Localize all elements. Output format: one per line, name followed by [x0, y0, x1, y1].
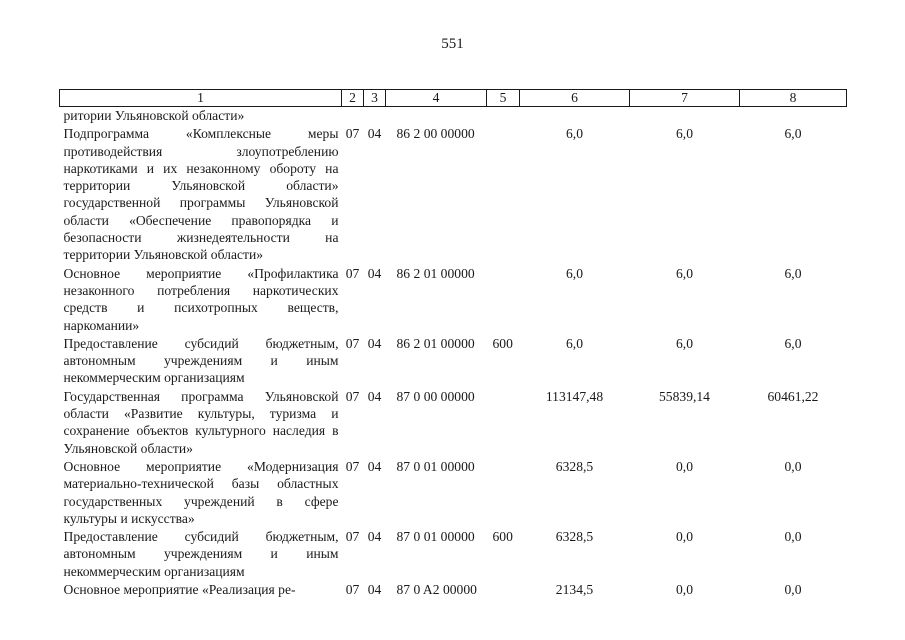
section-code: 07 [345, 582, 360, 598]
row-description: Предоставление субсидий бюджетным, автономным учреждениям и иным некоммерческим организациям [63, 335, 339, 386]
target-article-code: 87 0 01 00000 [396, 458, 475, 474]
subsection-code: 04 [367, 458, 382, 474]
section-code: 07 [345, 335, 360, 351]
expense-type-code [487, 580, 520, 598]
amount-col-6 [520, 107, 630, 125]
col-header-1: 1 [60, 90, 342, 107]
subsection-code: 04 [367, 582, 382, 598]
amount-col-7: 0,0 [676, 529, 693, 545]
subsection-code: 04 [367, 335, 382, 351]
expense-type-code [487, 264, 520, 334]
target-article-code: 87 0 00 00000 [396, 388, 475, 404]
amount-col-7: 55839,14 [659, 388, 710, 404]
target-article-code: 86 2 01 00000 [396, 335, 475, 351]
expense-type-code [487, 387, 520, 457]
table-row [60, 457, 847, 527]
target-article-code: 87 0 A2 00000 [396, 582, 477, 598]
amount-col-8: 0,0 [784, 529, 802, 545]
table-row [60, 264, 847, 334]
subsection-code: 04 [367, 529, 382, 545]
table-row [60, 387, 847, 457]
row-description: Государственная программа Ульяновской области «Развитие культуры, туризма и сохранение объектов культурного наследия в Ульяновской области» [63, 388, 339, 456]
expense-type-code [487, 457, 520, 527]
row-description: Предоставление субсидий бюджетным, автономным учреждениям и иным некоммерческим организациям [63, 529, 339, 579]
col-header-3: 3 [364, 90, 386, 107]
row-description: Основное мероприятие «Модернизация материально-технической базы областных государственных учреждений в сфере культуры и искусства» [63, 458, 339, 526]
col-header-5: 5 [487, 90, 520, 107]
col-header-4: 4 [386, 90, 487, 107]
expense-type-code: 600 [492, 335, 513, 351]
expense-type-code: 600 [492, 529, 513, 545]
target-article-code: 87 0 01 00000 [396, 529, 475, 545]
amount-col-7: 6,0 [676, 335, 693, 351]
section-code: 07 [345, 126, 360, 142]
row-description: Основное мероприятие «Профилактика незаконного потребления наркотических средств и психотропных веществ, наркомании» [63, 265, 339, 333]
section-code: 07 [345, 458, 360, 474]
col-header-2: 2 [342, 90, 364, 107]
header-row [60, 90, 847, 107]
amount-col-6: 6328,5 [555, 458, 594, 474]
col-header-6: 6 [520, 90, 630, 107]
page-number: 551 [441, 36, 464, 52]
amount-col-6: 113147,48 [545, 388, 604, 404]
amount-col-8: 6,0 [784, 265, 802, 281]
col-header-7: 7 [630, 90, 740, 107]
subsection-code: 04 [367, 126, 382, 142]
expense-type-code [487, 107, 520, 125]
table-row [60, 124, 847, 263]
amount-col-8: 60461,22 [767, 388, 819, 404]
expense-type-code [487, 124, 520, 263]
amount-col-6: 6328,5 [555, 529, 594, 545]
row-description: Основное мероприятие «Реализация ре- [63, 582, 296, 598]
subsection-code: 04 [367, 388, 382, 404]
table-row [60, 527, 847, 580]
section-code: 07 [345, 388, 360, 404]
section-code: 07 [345, 265, 360, 281]
amount-col-6: 2134,5 [555, 582, 594, 598]
target-article-code [386, 107, 487, 125]
amount-col-7: 0,0 [676, 458, 693, 474]
row-description: ритории Ульяновской области» [63, 108, 245, 123]
amount-col-8: 6,0 [784, 126, 802, 142]
amount-col-7: 6,0 [676, 265, 693, 281]
amount-col-8: 6,0 [784, 335, 802, 351]
amount-col-8 [740, 107, 847, 125]
table-row [60, 334, 847, 387]
amount-col-6: 6,0 [566, 126, 583, 142]
row-description: Подпрограмма «Комплексные меры противодействия злоупотреблению наркотиками и их незаконному обороту на территории Ульяновской области» государственной программы Ульяновской области «Обеспечение правопорядка и безопасности жизнедеятельности на территории Ульяновской области» [63, 126, 339, 263]
amount-col-7 [630, 107, 740, 125]
section-code: 07 [345, 529, 360, 545]
target-article-code: 86 2 01 00000 [396, 265, 475, 281]
amount-col-8: 0,0 [784, 582, 802, 598]
subsection-code: 04 [367, 265, 382, 281]
col-header-8: 8 [740, 90, 847, 107]
section-code [342, 107, 364, 125]
amount-col-7: 0,0 [676, 582, 693, 598]
table-row [60, 107, 847, 125]
subsection-code [364, 107, 386, 125]
amount-col-6: 6,0 [566, 335, 583, 351]
amount-col-7: 6,0 [676, 126, 693, 142]
amount-col-6: 6,0 [566, 265, 583, 281]
budget-table [59, 89, 847, 598]
table-row [60, 580, 847, 598]
target-article-code: 86 2 00 00000 [396, 126, 475, 142]
amount-col-8: 0,0 [784, 458, 802, 474]
